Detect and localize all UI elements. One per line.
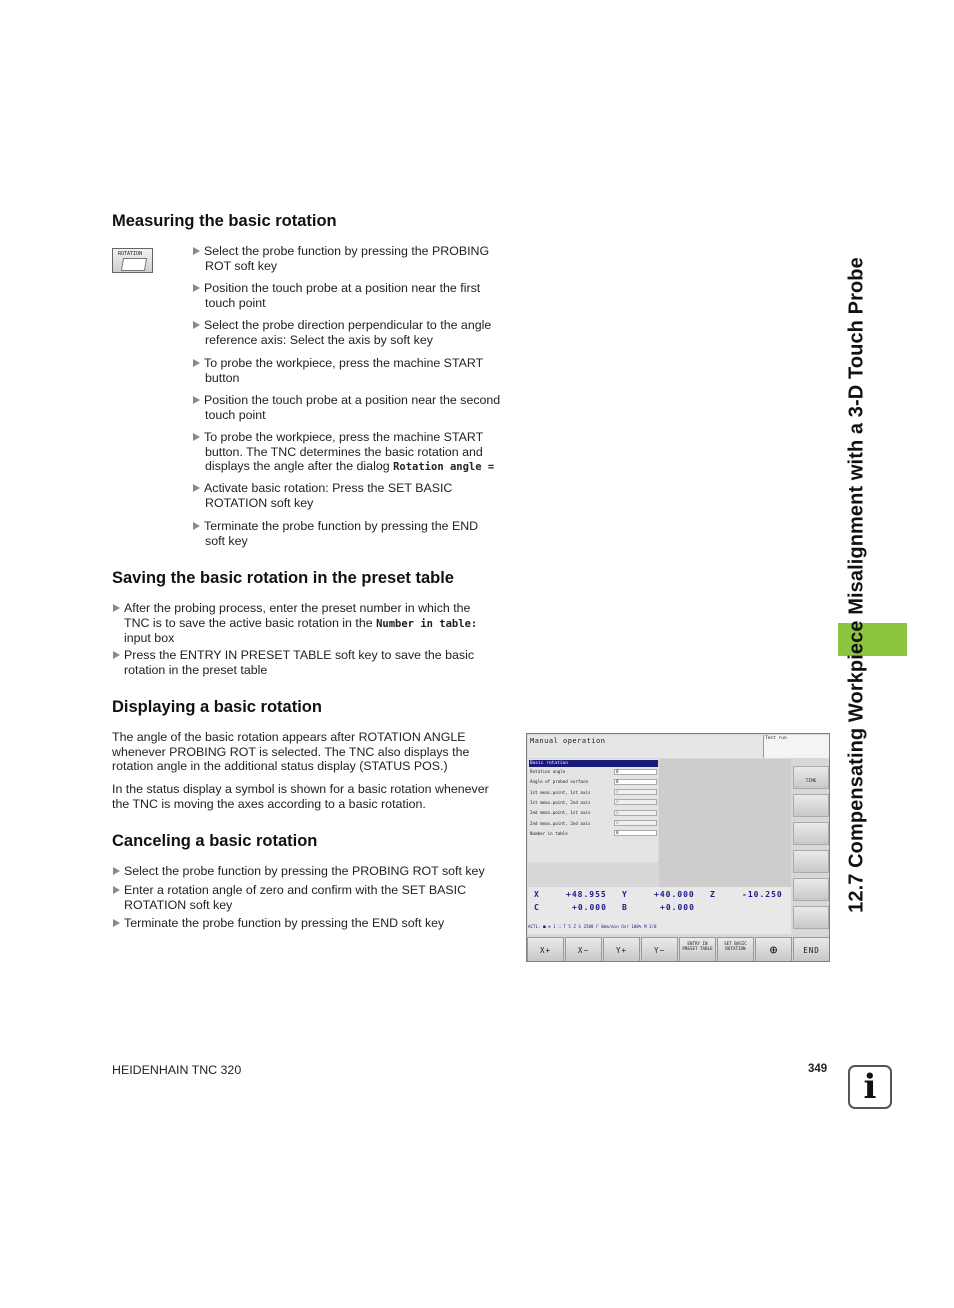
graphics-area bbox=[659, 759, 791, 887]
bullet-arrow-icon bbox=[113, 867, 120, 875]
bullet-arrow-icon bbox=[193, 522, 200, 530]
canceling-step-3: Terminate the probe function by pressing the END soft key bbox=[124, 916, 514, 931]
softkey-blank-3[interactable] bbox=[793, 822, 829, 845]
heading-saving: Saving the basic rotation in the preset table bbox=[112, 569, 454, 587]
bullet-arrow-icon bbox=[193, 396, 200, 404]
heading-measuring: Measuring the basic rotation bbox=[112, 212, 337, 230]
dialog-row-label: Angle of probed surface bbox=[530, 779, 588, 785]
axis-z-value: -10.250 bbox=[742, 890, 783, 899]
code-number-in-table: Number in table: bbox=[376, 617, 478, 630]
dialog-row-field[interactable]: 0 bbox=[614, 779, 657, 785]
softkey-label: ROTATION bbox=[118, 251, 143, 257]
measuring-step-3: Select the probe direction perpendicular to the angle reference axis: Select the axis by soft key bbox=[204, 318, 514, 347]
dialog-row-field[interactable]: 0 bbox=[614, 830, 657, 836]
heading-displaying: Displaying a basic rotation bbox=[112, 698, 322, 716]
axis-x-label: X bbox=[534, 890, 540, 899]
measuring-step-5: Position the touch probe at a position near the second touch point bbox=[204, 393, 514, 422]
bullet-arrow-icon bbox=[193, 321, 200, 329]
softkey-8[interactable]: END bbox=[793, 937, 830, 962]
displaying-paragraph-2: In the status display a symbol is shown for a basic rotation whenever the TNC is moving the axes according to a basic rotation. bbox=[112, 782, 489, 811]
measuring-step-8: Terminate the probe function by pressing the END soft key bbox=[204, 519, 514, 548]
chapter-side-title: 12.7 Compensating Workpiece Misalignment with a 3-D Touch Probe bbox=[845, 257, 868, 913]
probe-crosshair-icon: ⊕ bbox=[769, 943, 778, 958]
axis-y-value: +40.000 bbox=[654, 890, 695, 899]
bullet-arrow-icon bbox=[193, 484, 200, 492]
bullet-arrow-icon bbox=[113, 604, 120, 612]
measuring-step-7: Activate basic rotation: Press the SET BASIC ROTATION soft key bbox=[204, 481, 514, 510]
softkey-2[interactable]: X− bbox=[565, 937, 602, 962]
softkey-6[interactable]: SET BASIC ROTATION bbox=[717, 937, 754, 962]
info-icon: i bbox=[848, 1065, 892, 1109]
softkey-5[interactable]: ENTRY IN PRESET TABLE bbox=[679, 937, 716, 962]
softkey-4[interactable]: Y− bbox=[641, 937, 678, 962]
saving-step-1: After the probing process, enter the preset number in which the TNC is to save the active basic rotation in the Number in table: input box bbox=[124, 601, 509, 646]
canceling-step-1: Select the probe function by pressing the PROBING ROT soft key bbox=[124, 864, 514, 879]
softkey-blank-5[interactable] bbox=[793, 878, 829, 901]
dialog-row-label: 2nd meas.point, 1st axis bbox=[530, 810, 591, 816]
bullet-arrow-icon bbox=[193, 284, 200, 292]
mode-bar bbox=[528, 735, 764, 758]
tnc-screenshot bbox=[526, 733, 830, 962]
measuring-step-1: Select the probe function by pressing the PROBING ROT soft key bbox=[204, 244, 514, 273]
probing-rot-softkey-image bbox=[112, 248, 153, 273]
saving-step-2: Press the ENTRY IN PRESET TABLE soft key to save the basic rotation in the preset table bbox=[124, 648, 509, 677]
softkey-7[interactable] bbox=[755, 937, 792, 962]
dialog-row-field[interactable]: 0 bbox=[614, 789, 657, 795]
right-softkey-column bbox=[792, 759, 830, 934]
dialog-row-field[interactable]: 0 bbox=[614, 820, 657, 826]
measuring-step-6: To probe the workpiece, press the machine START button. The TNC determines the basic rotation and displays the angle after the dialog Rotation angle = bbox=[204, 430, 514, 475]
dialog-row-label: Rotation angle bbox=[530, 769, 566, 774]
axis-z-label: Z bbox=[710, 890, 716, 899]
measuring-step-4: To probe the workpiece, press the machine START button bbox=[204, 356, 514, 385]
bullet-arrow-icon bbox=[193, 433, 200, 441]
axis-y-label: Y bbox=[622, 890, 628, 899]
dialog-row-label: 1st meas.point, 2nd axis bbox=[530, 799, 591, 805]
axis-b-value: +0.000 bbox=[660, 903, 695, 912]
bullet-arrow-icon bbox=[113, 919, 120, 927]
softkey-time[interactable]: TIME bbox=[793, 766, 829, 789]
code-rotation-angle: Rotation angle = bbox=[393, 461, 495, 474]
dialog-row-label: 2nd meas.point, 2nd axis bbox=[530, 820, 591, 826]
dialog-row-label: 1st meas.point, 1st axis bbox=[530, 789, 591, 795]
axis-c-value: +0.000 bbox=[572, 903, 607, 912]
mode-title: Manual operation bbox=[530, 737, 606, 745]
softkey-3[interactable]: Y+ bbox=[603, 937, 640, 962]
dialog-row-field[interactable]: 0 bbox=[614, 799, 657, 805]
rotation-icon bbox=[121, 258, 147, 271]
bullet-arrow-icon bbox=[193, 359, 200, 367]
axis-b-label: B bbox=[622, 903, 628, 912]
dialog-row-field[interactable]: 0 bbox=[614, 810, 657, 816]
dialog-row-label: Number in table bbox=[530, 830, 568, 836]
softkey-blank-6[interactable] bbox=[793, 906, 829, 929]
softkey-blank-2[interactable] bbox=[793, 794, 829, 817]
measuring-step-2: Position the touch probe at a position near the first touch point bbox=[204, 281, 514, 310]
displaying-paragraph-1: The angle of the basic rotation appears after ROTATION ANGLE whenever PROBING ROT is selected. The TNC also displays the rotation angle in the additional status display (STATUS POS.) bbox=[112, 730, 470, 774]
axis-x-value: +48.955 bbox=[566, 890, 607, 899]
bottom-softkey-row bbox=[527, 937, 830, 962]
footer-product: HEIDENHAIN TNC 320 bbox=[112, 1063, 242, 1077]
status-line: ACTL. ■ ⊕ 1 ☐ T 5 Z S 2500 F 0mm/min Ovr 100% M 3/0 bbox=[528, 924, 657, 929]
softkey-1[interactable]: X+ bbox=[527, 937, 564, 962]
page-number: 349 bbox=[808, 1063, 828, 1075]
mode-secondary: Test run bbox=[765, 736, 787, 741]
axis-c-label: C bbox=[534, 903, 540, 912]
heading-canceling: Canceling a basic rotation bbox=[112, 832, 318, 850]
dialog-title: Basic rotation bbox=[529, 760, 658, 767]
mode-bar-secondary bbox=[764, 735, 829, 758]
canceling-step-2: Enter a rotation angle of zero and confirm with the SET BASIC ROTATION soft key bbox=[124, 883, 514, 912]
dialog-row-field[interactable]: 0 bbox=[614, 769, 657, 775]
bullet-arrow-icon bbox=[113, 886, 120, 894]
softkey-blank-4[interactable] bbox=[793, 850, 829, 873]
bullet-arrow-icon bbox=[113, 651, 120, 659]
bullet-arrow-icon bbox=[193, 247, 200, 255]
basic-rotation-dialog bbox=[528, 759, 658, 862]
